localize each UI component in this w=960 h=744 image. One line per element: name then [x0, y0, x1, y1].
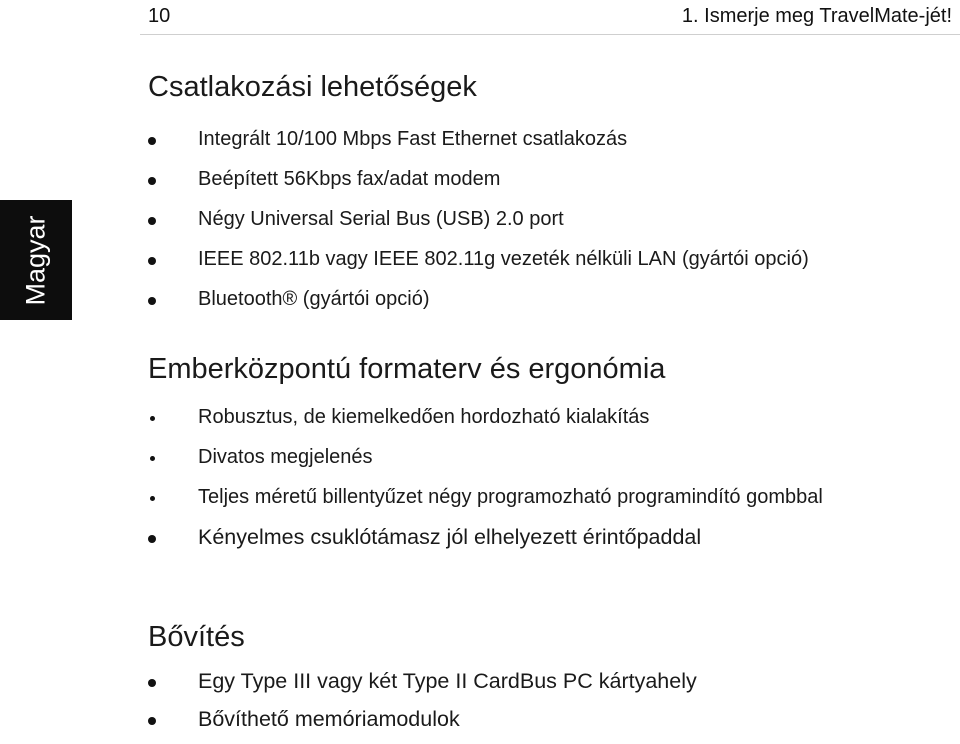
list-item-text: Négy Universal Serial Bus (USB) 2.0 port	[198, 208, 564, 230]
list-item-text: Integrált 10/100 Mbps Fast Ethernet csatlakozás	[198, 128, 628, 150]
section-heading: Csatlakozási lehetőségek	[148, 71, 477, 103]
bullet-list	[148, 404, 948, 550]
list-item	[148, 404, 948, 430]
list-item	[148, 206, 948, 232]
bullet-icon	[148, 679, 156, 687]
language-tab	[0, 200, 72, 320]
list-item	[148, 166, 948, 192]
bullet-icon	[150, 456, 155, 461]
bullet-icon	[148, 177, 156, 185]
bullet-icon	[148, 297, 156, 305]
bullet-icon	[150, 416, 155, 421]
list-item-text: Bővíthető memóriamodulok	[198, 707, 460, 731]
list-item-text: Teljes méretű billentyűzet négy programozható programindító gombbal	[198, 486, 823, 508]
bullet-icon	[148, 137, 156, 145]
list-item-text: Beépített 56Kbps fax/adat modem	[198, 168, 501, 190]
list-item-text: Divatos megjelenés	[198, 446, 373, 468]
list-item	[148, 444, 948, 470]
bullet-list	[148, 668, 948, 732]
list-item	[148, 524, 948, 550]
list-item	[148, 706, 948, 732]
section-heading: Emberközpontú formaterv és ergonómia	[148, 353, 666, 385]
bullet-list	[148, 126, 948, 312]
list-item-text: Kényelmes csuklótámasz jól elhelyezett érintőpaddal	[198, 525, 702, 549]
list-item-text: IEEE 802.11b vagy IEEE 802.11g vezeték nélküli LAN (gyártói opció)	[198, 248, 809, 270]
section-connectivity	[148, 70, 948, 326]
bullet-icon	[150, 496, 155, 501]
language-tab-label: Magyar	[20, 214, 51, 306]
list-item	[148, 668, 948, 694]
bullet-icon	[148, 217, 156, 225]
header-rule	[140, 34, 960, 35]
list-item	[148, 126, 948, 152]
list-item	[148, 286, 948, 312]
bullet-icon	[148, 257, 156, 265]
list-item-text: Egy Type III vagy két Type II CardBus PC kártyahely	[198, 669, 697, 693]
bullet-icon	[148, 535, 156, 543]
list-item-text: Robusztus, de kiemelkedően hordozható kialakítás	[198, 406, 650, 428]
list-item	[148, 246, 948, 272]
section-heading: Bővítés	[148, 621, 245, 653]
bullet-icon	[148, 717, 156, 725]
running-header: 1. Ismerje meg TravelMate-jét!	[681, 5, 952, 27]
list-item-text: Bluetooth® (gyártói opció)	[198, 288, 430, 310]
page-number: 10	[148, 5, 171, 27]
section-expansion	[148, 620, 948, 744]
section-design-ergonomics	[148, 352, 948, 564]
list-item	[148, 484, 948, 510]
